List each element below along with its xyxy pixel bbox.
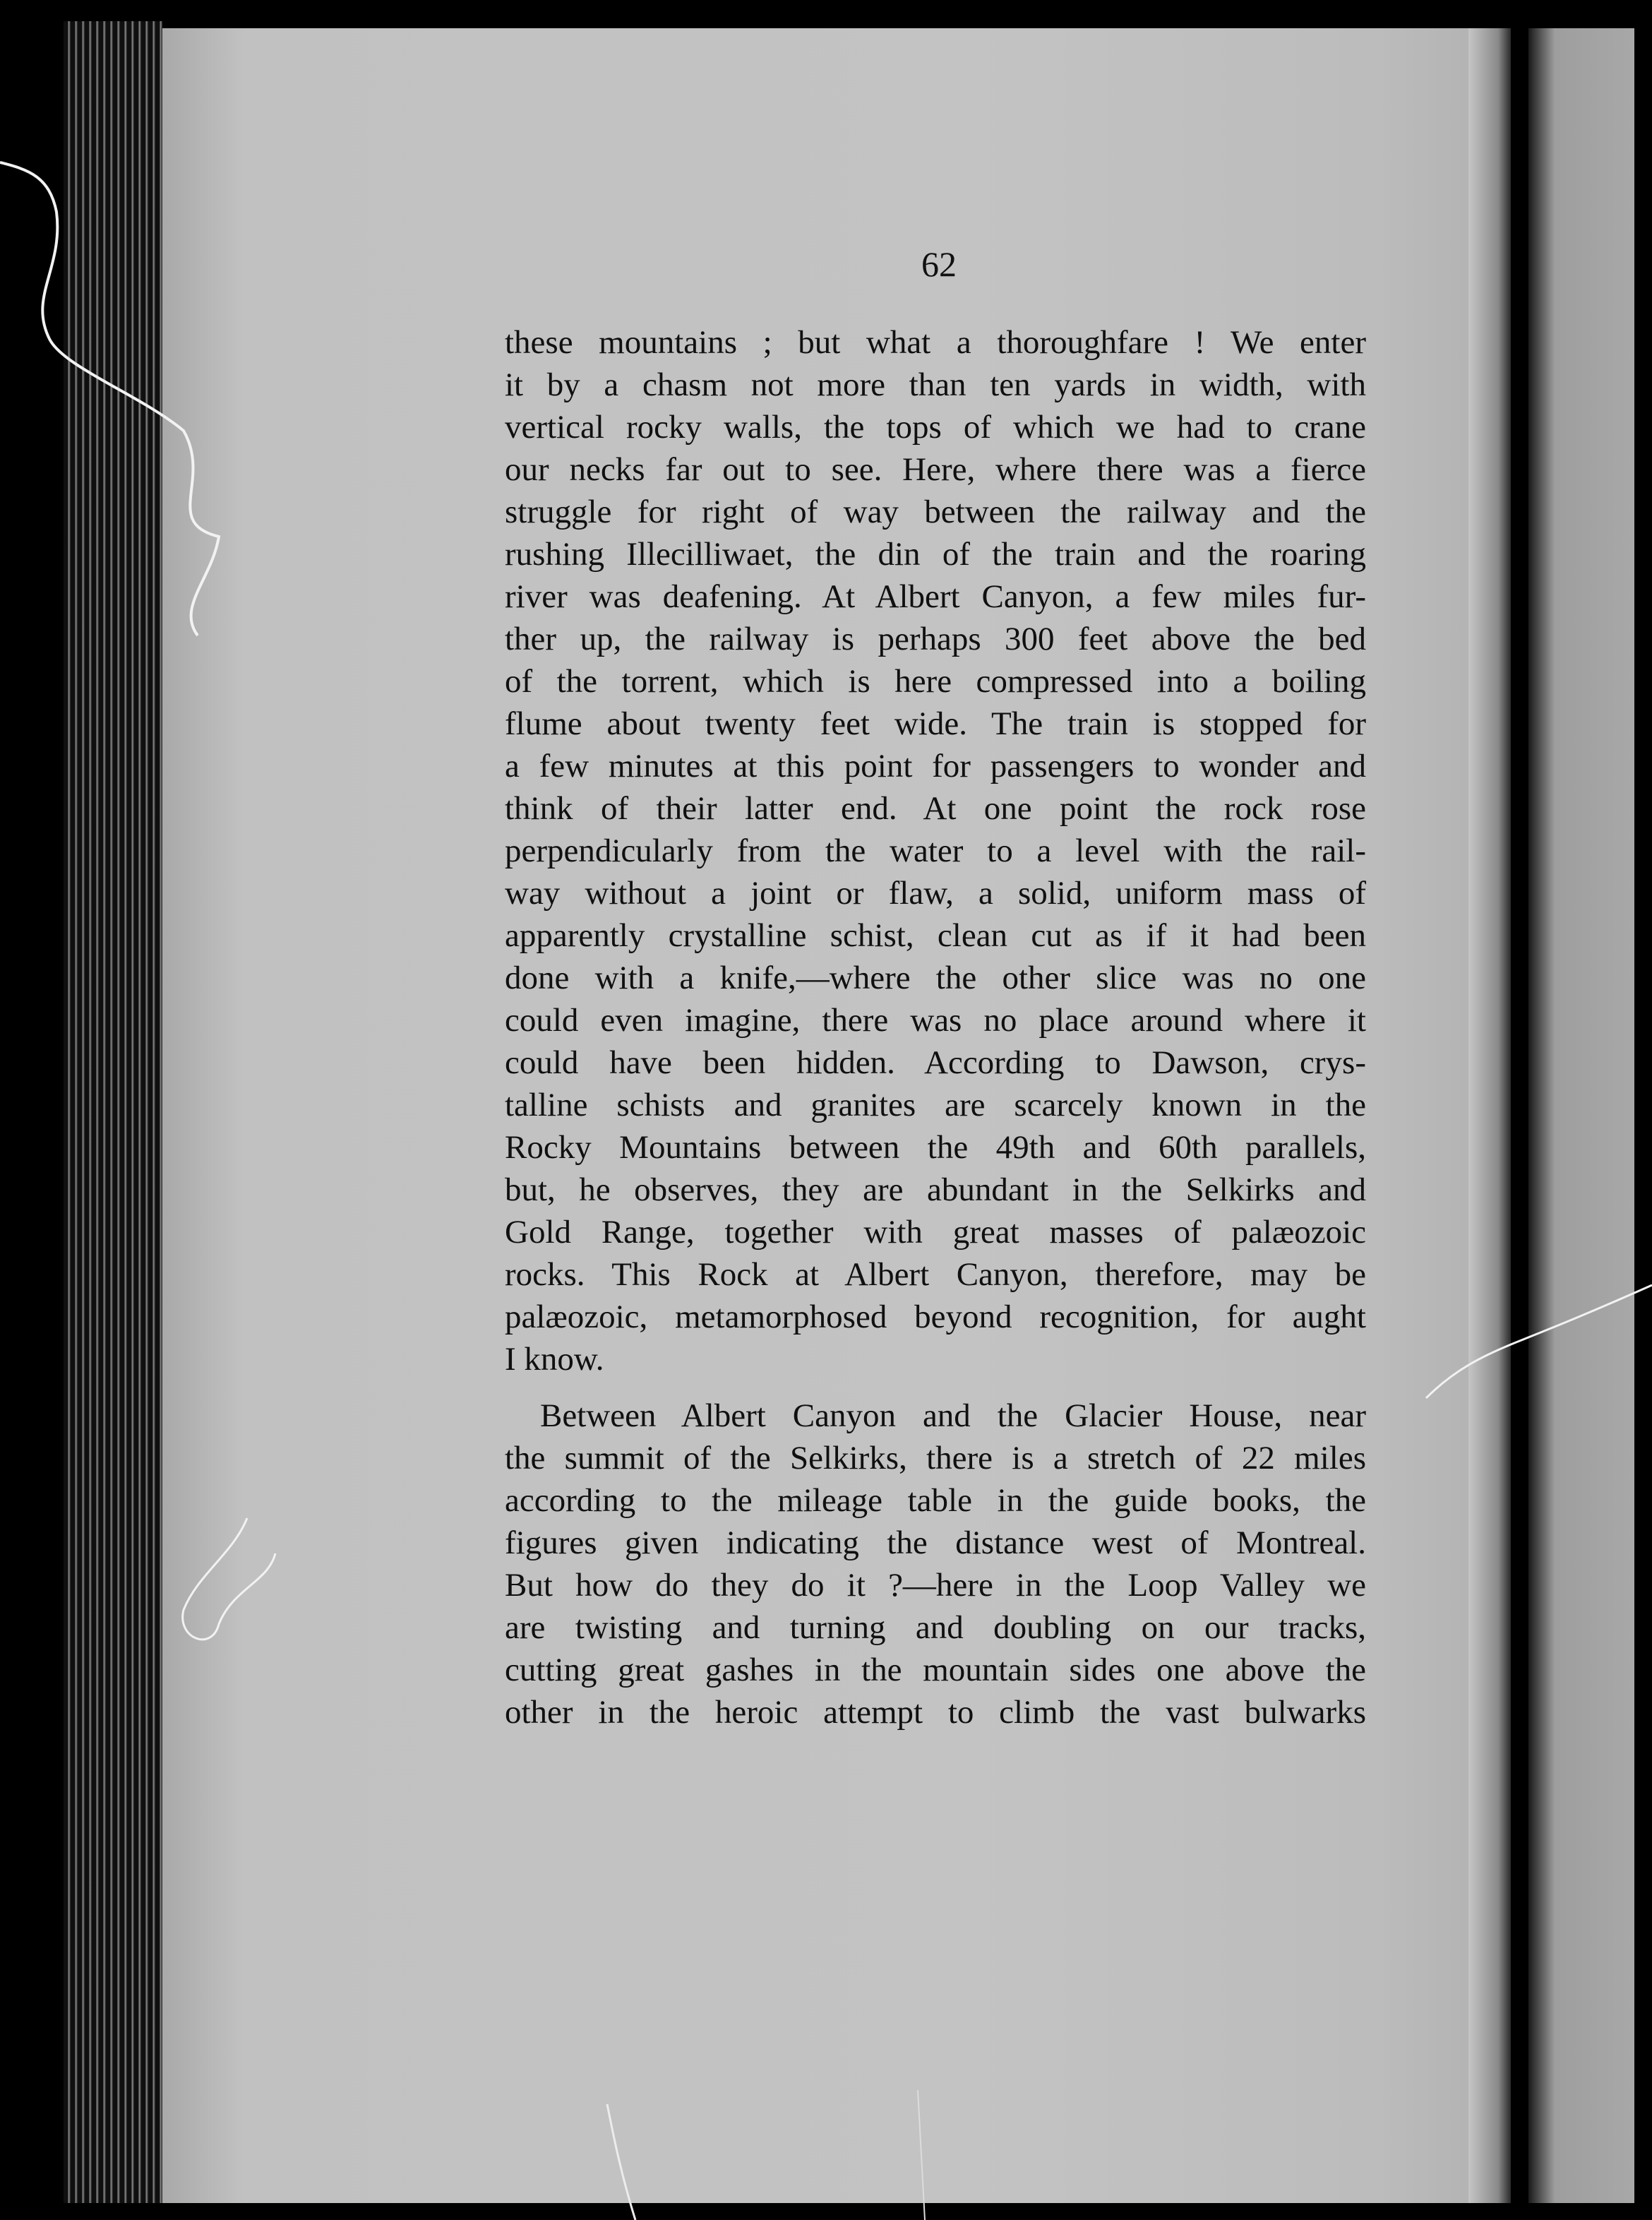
facing-page-edge (1528, 28, 1634, 2203)
text-line: rocks. This Rock at Albert Canyon, therefore, may be (505, 1256, 1366, 1293)
text-line: struggle for right of way between the railway and the (505, 494, 1366, 530)
text-line: our necks far out to see. Here, where there was a fierce (505, 451, 1366, 488)
text-line: could even imagine, there was no place around where it (505, 1002, 1366, 1039)
text-line: ther up, the railway is perhaps 300 feet above the bed (505, 621, 1366, 657)
text-line: done with a knife,—where the other slice was no one (505, 960, 1366, 996)
paragraph-1 (505, 321, 1366, 1380)
text-line: a few minutes at this point for passengers to wonder and (505, 748, 1366, 784)
text-line: are twisting and turning and doubling on our tracks, (505, 1609, 1366, 1646)
page-number: 62 (921, 244, 957, 284)
paragraph-2 (505, 1395, 1366, 1733)
text-line: rushing Illecilliwaet, the din of the train and the roaring (505, 536, 1366, 573)
text-line: according to the mileage table in the guide books, the (505, 1482, 1366, 1519)
text-line: river was deafening. At Albert Canyon, a few miles fur- (505, 578, 1366, 615)
text-line: of the torrent, which is here compressed into a boiling (505, 663, 1366, 700)
text-line: could have been hidden. According to Dawson, crys- (505, 1044, 1366, 1081)
text-line: flume about twenty feet wide. The train is stopped for (505, 705, 1366, 742)
text-line: Gold Range, together with great masses of palæozoic (505, 1214, 1366, 1251)
text-line: perpendicularly from the water to a level with the rail- (505, 832, 1366, 869)
text-line: it by a chasm not more than ten yards in width, with (505, 366, 1366, 403)
text-line: but, he observes, they are abundant in the Selkirks and (505, 1171, 1366, 1208)
text-line: talline schists and granites are scarcely known in the (505, 1087, 1366, 1123)
body-text (505, 321, 1366, 1733)
text-line: other in the heroic attempt to climb the vast bulwarks (505, 1694, 1366, 1731)
page-gutter-shadow (1468, 28, 1511, 2203)
text-line: vertical rocky walls, the tops of which we had to crane (505, 409, 1366, 446)
text-line: figures given indicating the distance west of Montreal. (505, 1524, 1366, 1561)
text-line: But how do they do it ?—here in the Loop Valley we (505, 1567, 1366, 1604)
text-line: way without a joint or flaw, a solid, uniform mass of (505, 875, 1366, 912)
text-line: these mountains ; but what a thoroughfare ! We enter (505, 324, 1366, 361)
text-line: Rocky Mountains between the 49th and 60th parallels, (505, 1129, 1366, 1166)
paragraph-gap (505, 1380, 1366, 1395)
text-line: I know. (505, 1341, 604, 1378)
text-line: the summit of the Selkirks, there is a stretch of 22 miles (505, 1440, 1366, 1476)
text-line: think of their latter end. At one point the rock rose (505, 790, 1366, 827)
text-line: palæozoic, metamorphosed beyond recognition, for aught (505, 1299, 1366, 1335)
text-line: Between Albert Canyon and the Glacier House, near (540, 1397, 1366, 1434)
text-line: cutting great gashes in the mountain sides one above the (505, 1652, 1366, 1688)
page-edge-stack (64, 21, 162, 2203)
text-line: apparently crystalline schist, clean cut as if it had been (505, 917, 1366, 954)
